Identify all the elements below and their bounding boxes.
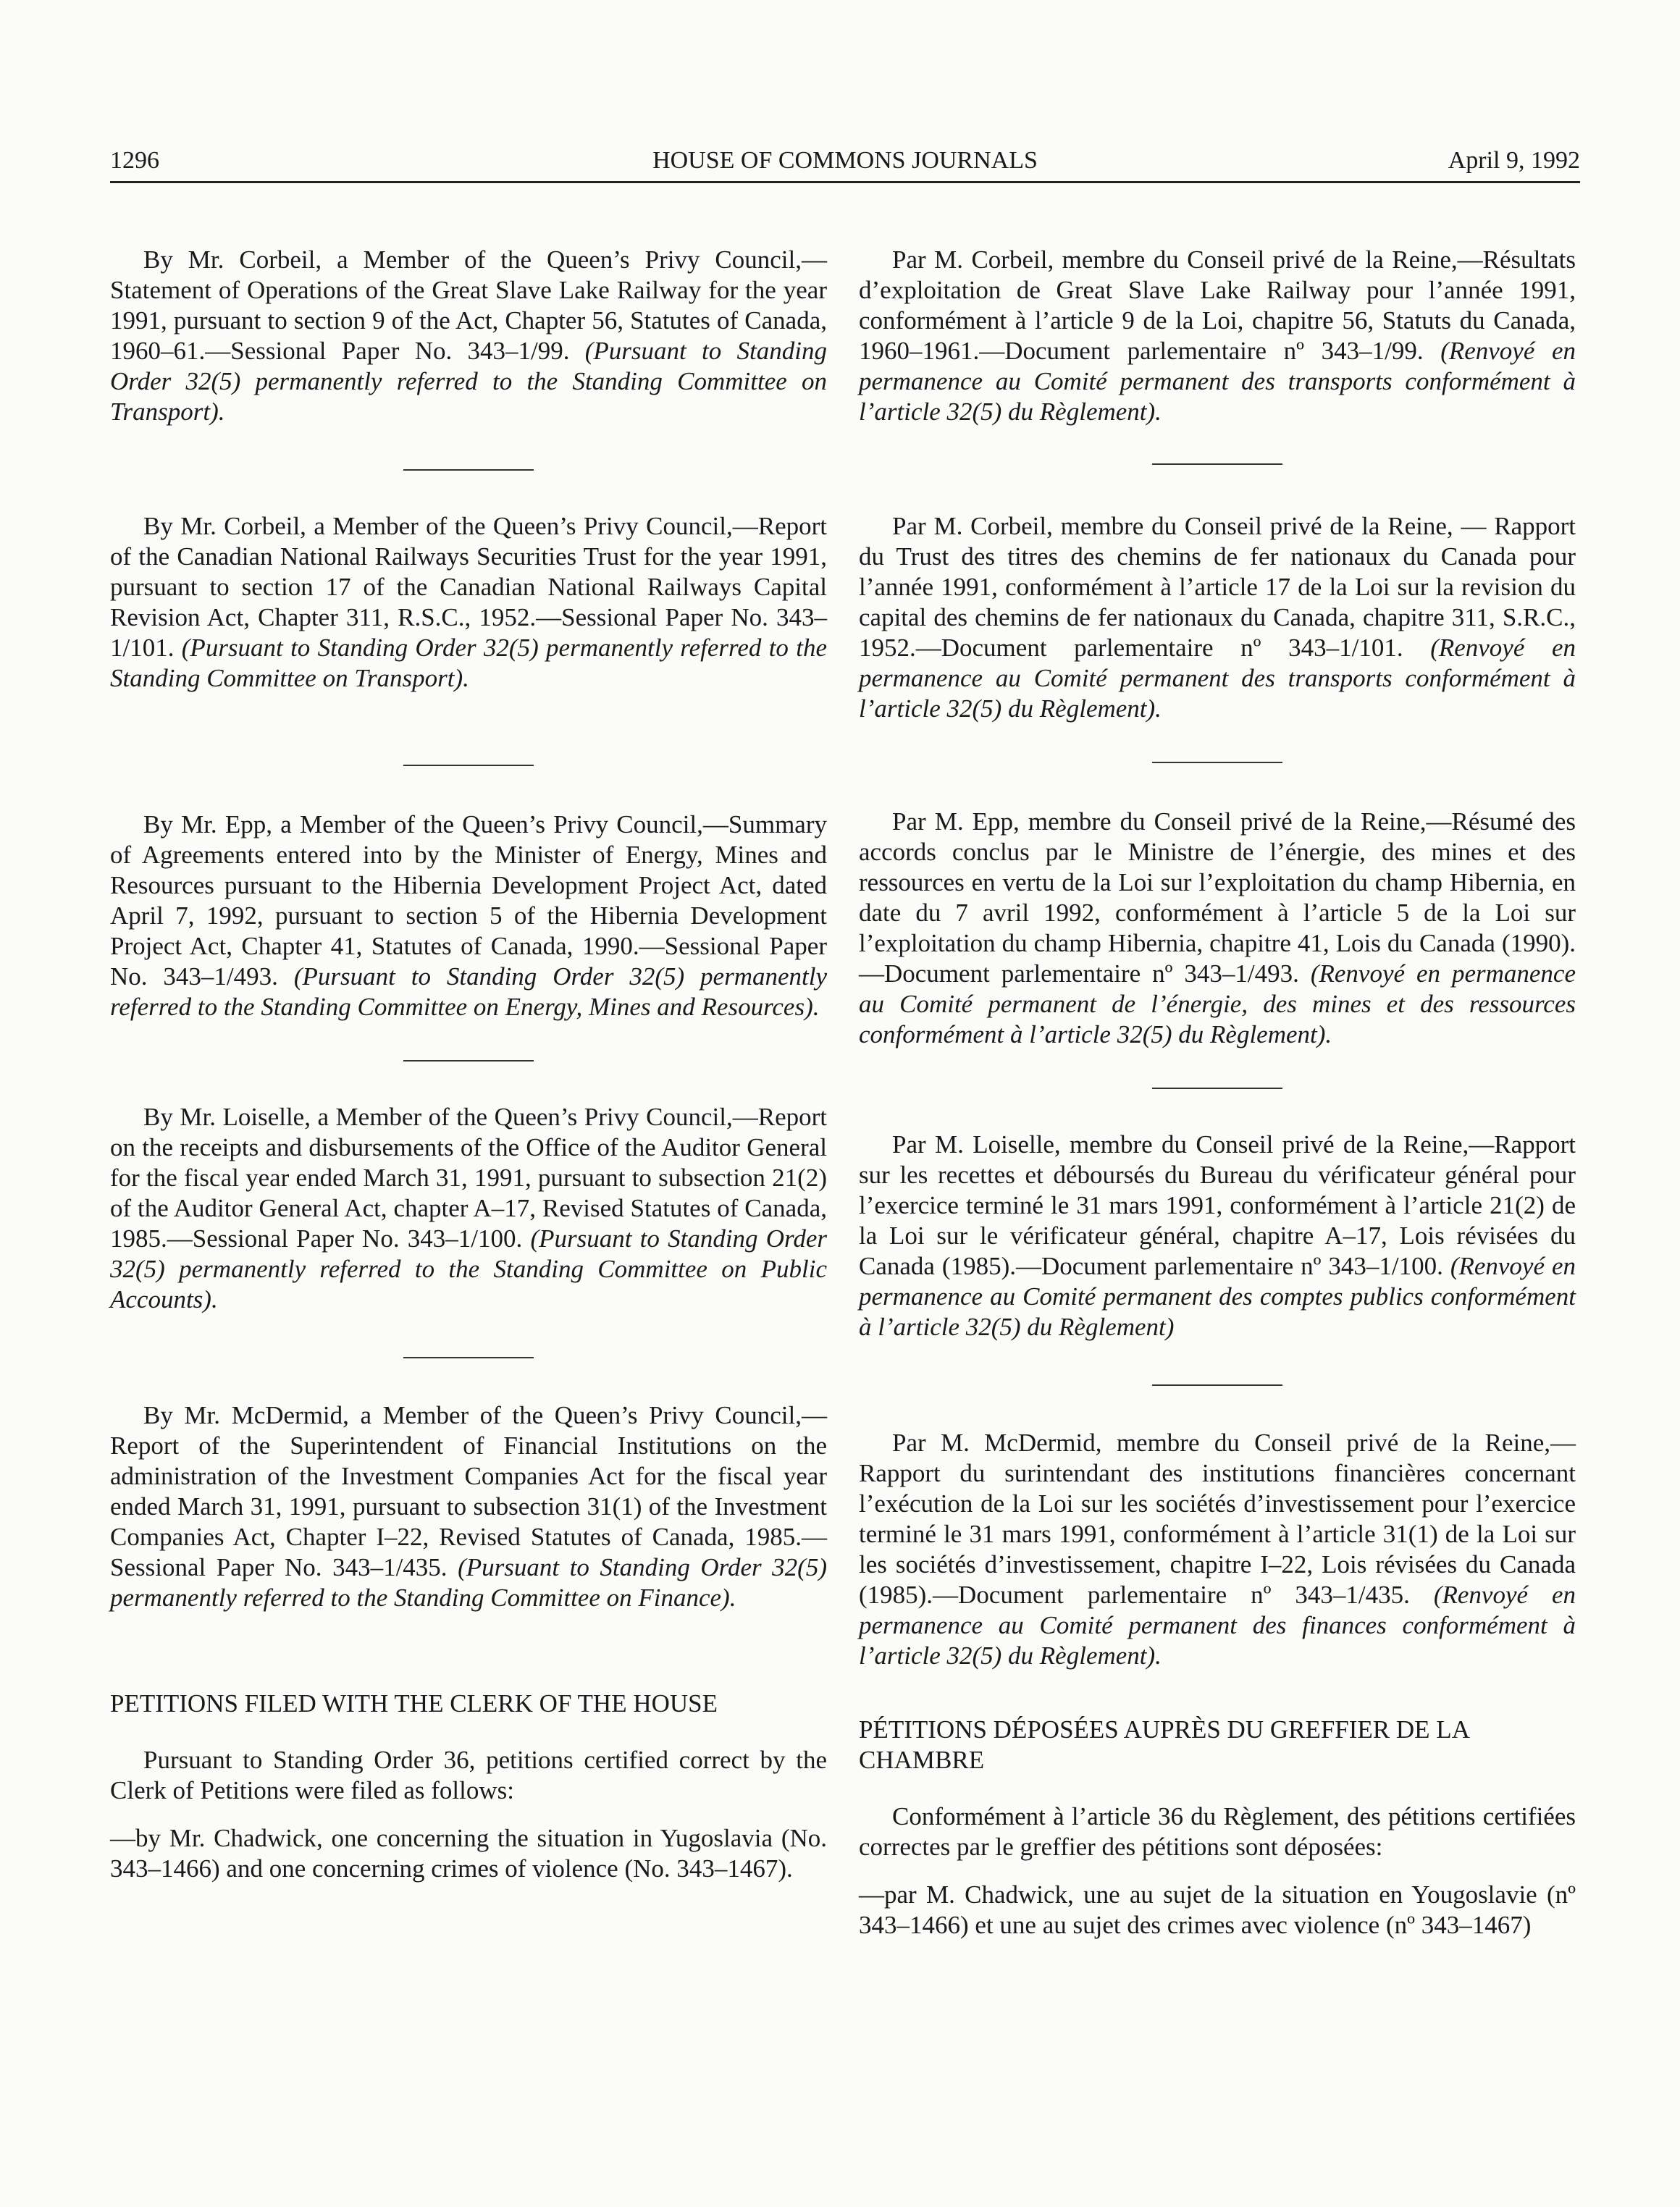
french-entry-3-referral: (Renvoyé en permanence au Comité permanent de l’énergie, des mines et des ressources conformément à l’article 32(5) du Règlement). bbox=[859, 959, 1576, 1048]
separator-line bbox=[403, 765, 534, 766]
english-column bbox=[110, 245, 827, 1884]
french-entry-4: Par M. Loiselle, membre du Conseil privé de la Reine,—Rapport sur les recettes et déboursés du Bureau du vérificateur général pour l’exercice terminé le 31 mars 1991, conformément à l’article 21(2) de la Loi sur le vérificateur général, chapitre A–17, Lois révisées du Canada (1985).—Document parlementaire nº 343–1/100. (Renvoyé en permanence au Comité permanent des comptes publics conformément à l’article 32(5) du Règlement) bbox=[859, 1130, 1576, 1341]
page-header bbox=[110, 147, 1580, 182]
separator-line bbox=[1152, 1384, 1282, 1386]
page-number: 1296 bbox=[110, 147, 159, 174]
english-entry-4: By Mr. Loiselle, a Member of the Queen’s Privy Council,—Report on the receipts and disbursements of the Office of the Auditor General for the fiscal year ended March 31, 1991, pursuant to subsection 21(2) of the Auditor General Act, chapter A–17, Revised Statutes of Canada, 1985.—Sessional Paper No. 343–1/100. (Pursuant to Standing Order 32(5) permanently referred to the Standing Committee on Public Accounts). bbox=[110, 1103, 827, 1313]
english-entry-1-referral: (Pursuant to Standing Order 32(5) permanently referred to the Standing Committee on Transport). bbox=[110, 337, 827, 426]
separator-line bbox=[1152, 1088, 1282, 1089]
english-entry-3: By Mr. Epp, a Member of the Queen’s Privy Council,—Summary of Agreements entered into by the Minister of Energy, Mines and Resources pursuant to the Hibernia Development Project Act, dated April 7, 1992, pursuant to section 5 of the Hibernia Development Project Act, Chapter 41, Statutes of Canada, 1990.—Sessional Paper No. 343–1/493. (Pursuant to Standing Order 32(5) permanently referred to the Standing Committee on Energy, Mines and Resources). bbox=[110, 810, 828, 1021]
french-entry-3: Par M. Epp, membre du Conseil privé de la Reine,—Résumé des accords conclus par le Ministre de l’énergie, des mines et des ressources en vertu de la Loi sur l’exploitation du champ Hibernia, en date du 7 avril 1992, conformément à l’article 5 de la Loi sur l’exploitation du champ Hibernia, chapitre 41, Lois du Canada (1990).—Document parlementaire nº 343–1/493. (Renvoyé en permanence au Comité permanent de l’énergie, des mines et des ressources conformément à l’article 32(5) du Règlement). bbox=[859, 807, 1576, 1048]
petition-item-english: —by Mr. Chadwick, one concerning the situation in Yugoslavia (No. 343–1466) and one concerning crimes of violence (No. 343–1467). bbox=[110, 1824, 827, 1883]
separator-line bbox=[403, 1357, 534, 1358]
separator-line bbox=[1152, 463, 1282, 465]
french-entry-1: Par M. Corbeil, membre du Conseil privé de la Reine,—Résultats d’exploitation de Great Slave Lake Railway pour l’année 1991, conformément à l’article 9 de la Loi, chapitre 56, Statuts du Canada, 1960–1961.—Document parlementaire nº 343–1/99. (Renvoyé en permanence au Comité permanent des transports conformément à l’article 32(5) du Règlement). bbox=[859, 245, 1576, 426]
petitions-heading-french: PÉTITIONS DÉPOSÉES AUPRÈS DU GREFFIER DE LA CHAMBRE bbox=[859, 1715, 1469, 1774]
french-entry-5: Par M. McDermid, membre du Conseil privé de la Reine,—Rapport du surintendant des institutions financières concernant l’exécution de la Loi sur les sociétés d’investissement pour l’exercice terminé le 31 mars 1991, conformément à l’article 31(1) de la Loi sur les sociétés d’investissement, chapitre I–22, Lois révisées du Canada (1985).—Document parlementaire nº 343–1/435. (Renvoyé en permanence au Comité permanent des finances conformément à l’article 32(5) du Règlement). bbox=[859, 1429, 1576, 1670]
english-entry-5: By Mr. McDermid, a Member of the Queen’s Privy Council,—Report of the Superintendent of Financial Institutions on the administration of the Investment Companies Act for the fiscal year ended March 31, 1991, pursuant to subsection 31(1) of the Investment Companies Act, Chapter I–22, Revised Statutes of Canada, 1985.—Sessional Paper No. 343–1/435. (Pursuant to Standing Order 32(5) permanently referred to the Standing Committee on Finance). bbox=[110, 1401, 827, 1612]
english-entry-4-referral: (Pursuant to Standing Order 32(5) permanently referred to the Standing Committee on Public Accounts). bbox=[110, 1224, 827, 1313]
header-rule bbox=[110, 181, 1580, 183]
french-entry-4-referral: (Renvoyé en permanence au Comité permanent des comptes publics conformément à l’article 32(5) du Règlement) bbox=[859, 1252, 1576, 1341]
petitions-intro-english: Pursuant to Standing Order 36, petitions certified correct by the Clerk of Petitions were filed as follows: bbox=[110, 1746, 827, 1804]
french-entry-2-referral: (Renvoyé en permanence au Comité permanent des transports conformément à l’article 32(5) du Règlement). bbox=[859, 634, 1576, 723]
english-entry-1: By Mr. Corbeil, a Member of the Queen’s Privy Council,—Statement of Operations of the Great Slave Lake Railway for the year 1991, pursuant to section 9 of the Act, Chapter 56, Statutes of Canada, 1960–61.—Sessional Paper No. 343–1/99. (Pursuant to Standing Order 32(5) permanently referred to the Standing Committee on Transport). bbox=[110, 245, 827, 426]
english-entry-2: By Mr. Corbeil, a Member of the Queen’s Privy Council,—Report of the Canadian National Railways Securities Trust for the year 1991, pursuant to section 17 of the Canadian National Railways Capital Revision Act, Chapter 311, R.S.C., 1952.—Sessional Paper No. 343–1/101. (Pursuant to Standing Order 32(5) permanently referred to the Standing Committee on Transport). bbox=[110, 512, 827, 692]
french-entry-2: Par M. Corbeil, membre du Conseil privé de la Reine, — Rapport du Trust des titres des chemins de fer nationaux du Canada pour l’année 1991, conformément à l’article 17 de la Loi sur la revision du capital des chemins de fer nationaux du Canada, chapitre 311, S.R.C., 1952.—Document parlementaire nº 343–1/101. (Renvoyé en permanence au Comité permanent des transports conformément à l’article 32(5) du Règlement). bbox=[859, 512, 1576, 723]
journal-title: HOUSE OF COMMONS JOURNALS bbox=[652, 147, 1038, 174]
french-entry-1-referral: (Renvoyé en permanence au Comité permanent des transports conformément à l’article 32(5) du Règlement). bbox=[859, 337, 1576, 426]
petition-item-french: —par M. Chadwick, une au sujet de la situation en Yougoslavie (nº 343–1466) et une au sujet des crimes avec violence (nº 343–1467) bbox=[859, 1880, 1576, 1939]
journal-date: April 9, 1992 bbox=[1448, 147, 1580, 174]
english-entry-3-referral: (Pursuant to Standing Order 32(5) permanently referred to the Standing Committee on Energy, Mines and Resources). bbox=[110, 962, 828, 1021]
english-entry-2-referral: (Pursuant to Standing Order 32(5) permanently referred to the Standing Committee on Transport). bbox=[110, 634, 827, 692]
petitions-intro-french: Conformément à l’article 36 du Règlement, des pétitions certifiées correctes par le greffier des pétitions sont déposées: bbox=[859, 1802, 1576, 1861]
french-column bbox=[859, 245, 1576, 1941]
separator-line bbox=[403, 1060, 534, 1062]
separator-line bbox=[403, 469, 534, 471]
english-entry-5-referral: (Pursuant to Standing Order 32(5) permanently referred to the Standing Committee on Finance). bbox=[110, 1553, 827, 1612]
separator-line bbox=[1152, 762, 1282, 763]
french-entry-5-referral: (Renvoyé en permanence au Comité permanent des finances conformément à l’article 32(5) du Règlement). bbox=[859, 1581, 1576, 1670]
petitions-heading-english: PETITIONS FILED WITH THE CLERK OF THE HOUSE bbox=[110, 1689, 718, 1718]
